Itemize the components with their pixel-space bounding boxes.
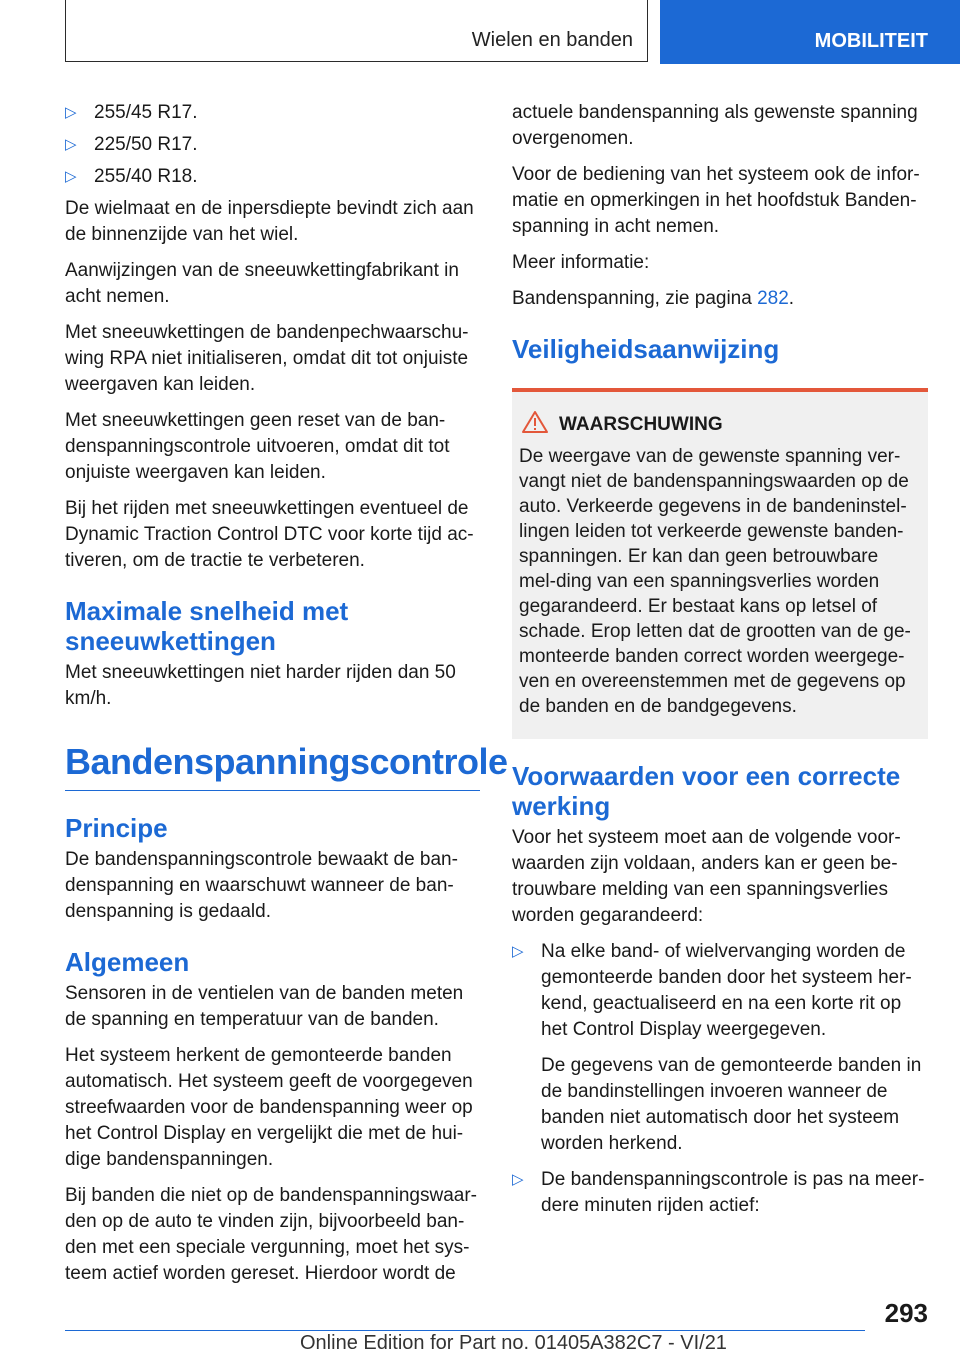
list-item: ▷ 255/40 R18. — [65, 164, 480, 190]
paragraph: Met sneeuwkettingen geen reset van de ban-denspanningscontrole uitvoeren, omdat dit tot onjuiste weergaven kan leiden. — [65, 410, 450, 483]
footer-divider — [65, 1330, 865, 1331]
paragraph: Aanwijzingen van de sneeuwkettingfabrikant in acht nemen. — [65, 260, 459, 307]
paragraph: Voor de bediening van het systeem ook de infor-matie en opmerkingen in het hoofdstuk Banden-spanning in acht nemen. — [512, 164, 920, 237]
page-link[interactable]: 282 — [757, 288, 789, 309]
paragraph: Sensoren in de ventielen van de banden meten de spanning en temperatuur van de banden. — [65, 983, 464, 1030]
triangle-bullet-icon: ▷ — [512, 943, 524, 960]
list-item: ▷ De bandenspanningscontrole is pas na meer-dere minuten rijden actief: — [512, 1169, 925, 1216]
paragraph: Meer informatie: — [512, 252, 650, 273]
paragraph: Bij het rijden met sneeuwkettingen eventueel de Dynamic Traction Control DTC voor korte tijd ac-tiveren, om de tractie te verbeteren. — [65, 498, 474, 571]
chapter-heading: Bandenspanningscontrole — [65, 740, 480, 791]
paragraph: Voor het systeem moet aan de volgende voor-waarden zijn voldaan, anders kan er geen be-trouwbare melding van een spanningsverlies worden gegarandeerd: — [512, 827, 901, 926]
heading-principe: Principe — [65, 813, 168, 843]
section-title: Wielen en banden — [65, 0, 648, 62]
warning-triangle-icon — [521, 410, 549, 434]
page-number: 293 — [884, 1298, 928, 1328]
triangle-bullet-icon: ▷ — [65, 168, 77, 185]
warning-title: WAARSCHUWING — [519, 412, 920, 438]
heading-algemeen: Algemeen — [65, 947, 190, 977]
heading-conditions: Voorwaarden voor een correcte werking — [512, 761, 901, 821]
paragraph: De bandenspanningscontrole bewaakt de ban-denspanning en waarschuwt wanneer de ban-denspanning is gedaald. — [65, 849, 458, 922]
heading-max-speed: Maximale snelheid met sneeuwkettingen — [65, 596, 349, 656]
edition-text: Online Edition for Part no. 01405A382C7 - VI/21 — [300, 1332, 727, 1354]
triangle-bullet-icon: ▷ — [512, 1171, 524, 1188]
page-header — [0, 0, 960, 64]
paragraph: Met sneeuwkettingen niet harder rijden dan 50 km/h. — [65, 662, 456, 709]
paragraph: Het systeem herkent de gemonteerde banden automatisch. Het systeem geeft de voorgegeven streefwaarden voor de bandenspanning weer op het Control Display en vergelijkt die met de hui-dige bandenspanningen. — [65, 1045, 473, 1170]
paragraph: Met sneeuwkettingen de bandenpechwaarschu-wing RPA niet initialiseren, omdat dit tot onjuiste weergaven kan leiden. — [65, 322, 469, 395]
warning-body: De weergave van de gewenste spanning ver-vangt niet de bandenspanningswaarden op de auto. Verkeerde gegevens in de bandeninstel-lingen leiden tot verkeerde gewenste banden-spanningen. Er kan dan geen betrouwbare mel-ding van een spanningsverlies worden gegarandeerd. Er bestaat kans op letsel of schade. Erop letten dat de grootten van de ge-monteerde banden correct worden weergege-ven en overeenstemmen met de gegevens op de banden en de bandgegevens. — [519, 446, 911, 717]
cross-reference: Bandenspanning, zie pagina 282. — [512, 288, 795, 309]
paragraph: Bij banden die niet op de bandenspanningswaar-den op de auto te vinden zijn, bijvoorbeeld ban-den met een speciale vergunning, moet het sys-teem actief worden gereset. Hierdoor wordt de — [65, 1185, 477, 1284]
warning-box — [512, 388, 928, 739]
left-column — [65, 100, 508, 1297]
footer — [300, 1332, 960, 1355]
list-item: ▷ 255/45 R17. — [65, 100, 480, 126]
chapter-tab[interactable]: MOBILITEIT — [660, 0, 960, 64]
list-item: ▷ 225/50 R17. — [65, 132, 480, 158]
heading-safety: Veiligheidsaanwijzing — [512, 334, 780, 364]
triangle-bullet-icon: ▷ — [65, 136, 77, 153]
paragraph: actuele bandenspanning als gewenste spanning overgenomen. — [512, 102, 918, 149]
list-item: ▷ Na elke band- of wielvervanging worden de gemonteerde banden door het systeem her-kend, geactualiseerd en na een korte rit op het Control Display weergegeven. De gegevens van de gemonteerde banden in de bandinstellingen invoeren wanneer de banden niet automatisch door het systeem worden herkend. — [512, 941, 922, 1154]
triangle-bullet-icon: ▷ — [65, 104, 77, 121]
paragraph: De wielmaat en de inpersdiepte bevindt zich aan de binnenzijde van het wiel. — [65, 198, 474, 245]
right-column — [512, 100, 928, 1229]
